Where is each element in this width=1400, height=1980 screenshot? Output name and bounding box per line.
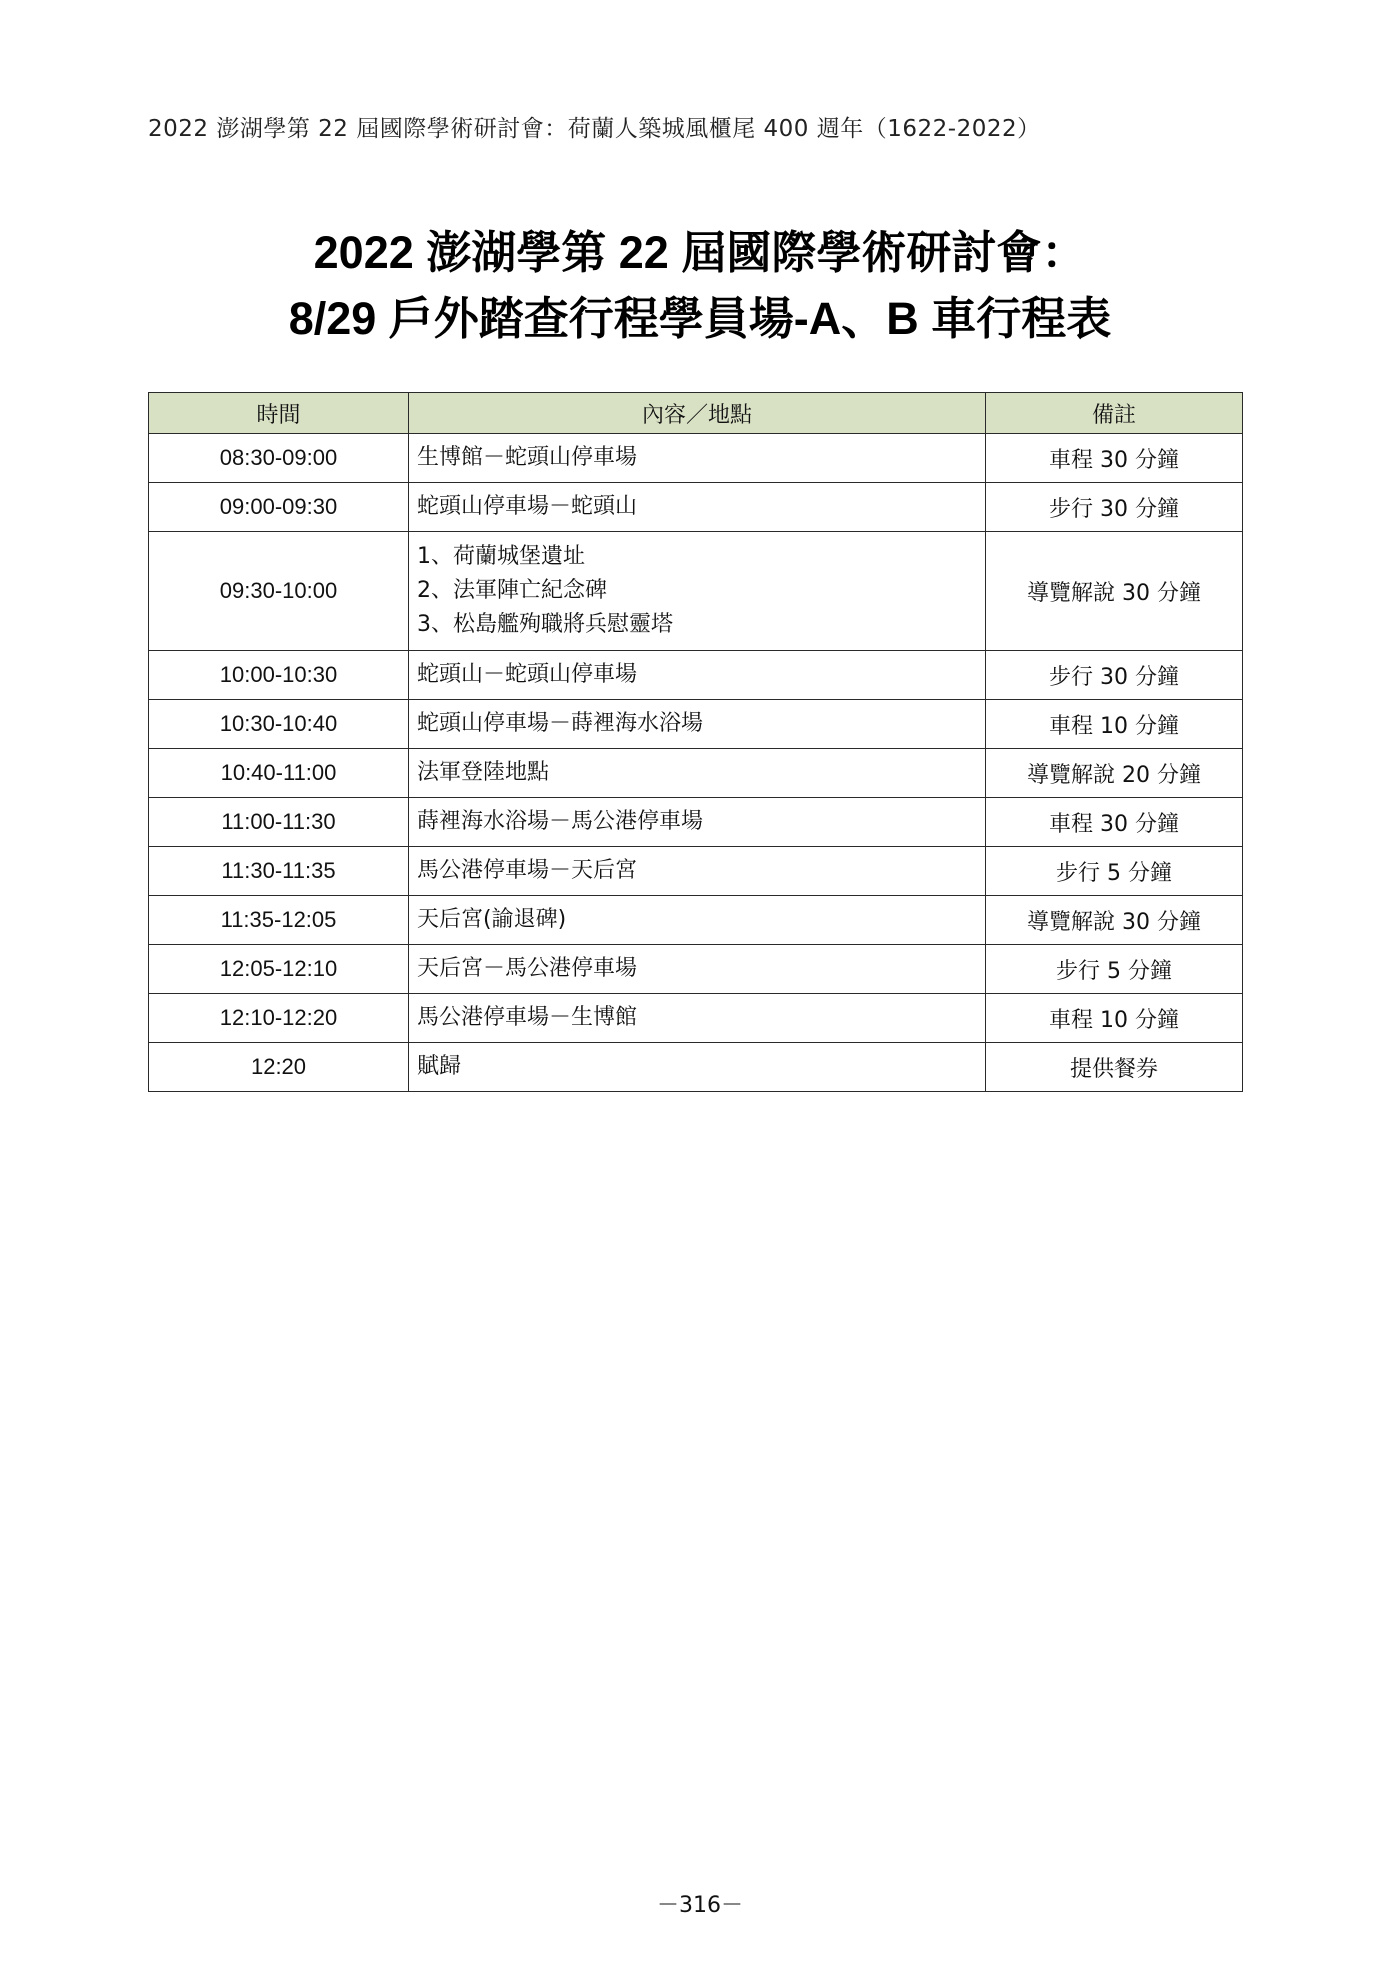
cell-time: 12:10-12:20	[149, 994, 409, 1043]
title-line-2: 8/29 戶外踏查行程學員場-A、B 車行程表	[288, 293, 1112, 344]
cell-time: 09:00-09:30	[149, 483, 409, 532]
table-body	[149, 434, 1243, 1092]
cell-note: 導覽解說 30 分鐘	[986, 896, 1243, 945]
page-number: －316－	[657, 1893, 743, 1918]
cell-content	[409, 651, 986, 700]
document-title	[0, 220, 1400, 352]
cell-note: 提供餐券	[986, 1043, 1243, 1092]
content-line: 馬公港停車場－天后宮	[417, 858, 638, 883]
cell-time: 08:30-09:00	[149, 434, 409, 483]
cell-content	[409, 532, 986, 651]
cell-content	[409, 994, 986, 1043]
cell-content	[409, 434, 986, 483]
cell-time: 12:20	[149, 1043, 409, 1092]
table-row	[149, 798, 1243, 847]
content-line: 蒔裡海水浴場－馬公港停車場	[417, 809, 704, 834]
content-line: 2、法軍陣亡紀念碑	[417, 578, 607, 603]
content-line: 生博館－蛇頭山停車場	[417, 445, 638, 470]
cell-time: 12:05-12:10	[149, 945, 409, 994]
table-row	[149, 434, 1243, 483]
cell-time: 09:30-10:00	[149, 532, 409, 651]
cell-note: 導覽解說 30 分鐘	[986, 532, 1243, 651]
cell-time: 11:00-11:30	[149, 798, 409, 847]
table-row	[149, 700, 1243, 749]
table-row	[149, 1043, 1243, 1092]
title-line-1: 2022 澎湖學第 22 屆國際學術研討會：	[313, 227, 1087, 278]
column-header-note: 備註	[986, 393, 1243, 434]
content-line: 賦歸	[417, 1054, 462, 1079]
cell-note: 車程 30 分鐘	[986, 798, 1243, 847]
cell-note: 車程 10 分鐘	[986, 994, 1243, 1043]
content-line: 蛇頭山－蛇頭山停車場	[417, 662, 638, 687]
cell-content	[409, 1043, 986, 1092]
content-line: 馬公港停車場－生博館	[417, 1005, 638, 1030]
table-row	[149, 532, 1243, 651]
cell-note: 步行 30 分鐘	[986, 651, 1243, 700]
table-header-row	[149, 393, 1243, 434]
content-line: 蛇頭山停車場－蛇頭山	[417, 494, 638, 519]
table-row	[149, 749, 1243, 798]
cell-content	[409, 798, 986, 847]
table-row	[149, 994, 1243, 1043]
content-line: 天后宮－馬公港停車場	[417, 956, 638, 981]
cell-content	[409, 945, 986, 994]
content-line: 3、松島艦殉職將兵慰靈塔	[417, 612, 673, 637]
cell-time: 10:40-11:00	[149, 749, 409, 798]
table-row	[149, 651, 1243, 700]
content-line: 天后宮(諭退碑)	[417, 907, 567, 932]
cell-content	[409, 749, 986, 798]
table-row	[149, 945, 1243, 994]
content-line: 1、荷蘭城堡遺址	[417, 544, 585, 569]
cell-note: 車程 10 分鐘	[986, 700, 1243, 749]
itinerary-table	[148, 392, 1243, 1092]
cell-note: 車程 30 分鐘	[986, 434, 1243, 483]
cell-note: 步行 30 分鐘	[986, 483, 1243, 532]
column-header-time: 時間	[149, 393, 409, 434]
cell-note: 導覽解說 20 分鐘	[986, 749, 1243, 798]
cell-time: 11:35-12:05	[149, 896, 409, 945]
table-row	[149, 483, 1243, 532]
content-line: 法軍登陸地點	[417, 760, 550, 785]
cell-note: 步行 5 分鐘	[986, 945, 1243, 994]
cell-content	[409, 896, 986, 945]
table-row	[149, 896, 1243, 945]
cell-content	[409, 483, 986, 532]
cell-note: 步行 5 分鐘	[986, 847, 1243, 896]
column-header-content: 內容／地點	[409, 393, 986, 434]
table-row	[149, 847, 1243, 896]
running-header: 2022 澎湖學第 22 屆國際學術研討會：荷蘭人築城風櫃尾 400 週年（1622-2022）	[148, 116, 1041, 142]
cell-content	[409, 847, 986, 896]
cell-content	[409, 700, 986, 749]
cell-time: 10:00-10:30	[149, 651, 409, 700]
content-line: 蛇頭山停車場－蒔裡海水浴場	[417, 711, 704, 736]
cell-time: 11:30-11:35	[149, 847, 409, 896]
cell-time: 10:30-10:40	[149, 700, 409, 749]
